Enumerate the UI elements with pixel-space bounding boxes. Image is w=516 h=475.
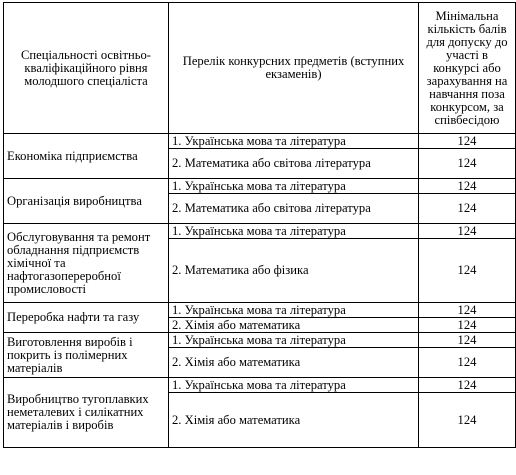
header-min-score: Мінімальна кількість балів для допуску до участі в конкурсі або зарахування на навчання поза конкурсом, за співбесідою (419, 3, 516, 134)
specialty-cell: Економіка підприємства (4, 134, 169, 179)
subject-cell: 1. Українська мова та література (169, 134, 419, 149)
score-cell: 124 (419, 149, 516, 179)
score-cell: 124 (419, 134, 516, 149)
subject-cell: 1. Українська мова та література (169, 179, 419, 194)
score-cell: 124 (419, 239, 516, 303)
header-specialty: Спеціальності освітньо-кваліфікаційного рівня молодшого спеціаліста (4, 3, 169, 134)
score-cell: 124 (419, 303, 516, 318)
specialty-cell: Виробництво тугоплавких неметалевих і силікатних матеріалів і виробів (4, 378, 169, 448)
specialty-cell: Виготовлення виробів і покрить із полімерних матеріалів (4, 333, 169, 378)
subject-cell: 1. Українська мова та література (169, 303, 419, 318)
table-row (4, 224, 516, 239)
subject-cell: 2. Математика або світова література (169, 194, 419, 224)
subject-cell: 2. Математика або світова література (169, 149, 419, 179)
table-row (4, 134, 516, 149)
score-cell: 124 (419, 318, 516, 333)
subject-cell: 2. Хімія або математика (169, 348, 419, 378)
specialty-cell: Організація виробництва (4, 179, 169, 224)
specialty-cell: Обслуговування та ремонт обладнання підприємств хімічної та нафтогазопереробної промисловості (4, 224, 169, 303)
score-cell: 124 (419, 179, 516, 194)
score-cell: 124 (419, 348, 516, 378)
table-row (4, 303, 516, 318)
subject-cell: 2. Хімія або математика (169, 393, 419, 448)
table-row (4, 179, 516, 194)
table-row (4, 333, 516, 348)
subject-cell: 2. Хімія або математика (169, 318, 419, 333)
admission-requirements-table (3, 2, 516, 448)
table-row (4, 378, 516, 393)
header-row (4, 3, 516, 134)
subject-cell: 2. Математика або фізика (169, 239, 419, 303)
specialty-cell: Переробка нафти та газу (4, 303, 169, 333)
score-cell: 124 (419, 378, 516, 393)
score-cell: 124 (419, 194, 516, 224)
header-subjects: Перелік конкурсних предметів (вступних екзаменів) (169, 3, 419, 134)
subject-cell: 1. Українська мова та література (169, 224, 419, 239)
score-cell: 124 (419, 333, 516, 348)
subject-cell: 1. Українська мова та література (169, 333, 419, 348)
score-cell: 124 (419, 393, 516, 448)
subject-cell: 1. Українська мова та література (169, 378, 419, 393)
score-cell: 124 (419, 224, 516, 239)
